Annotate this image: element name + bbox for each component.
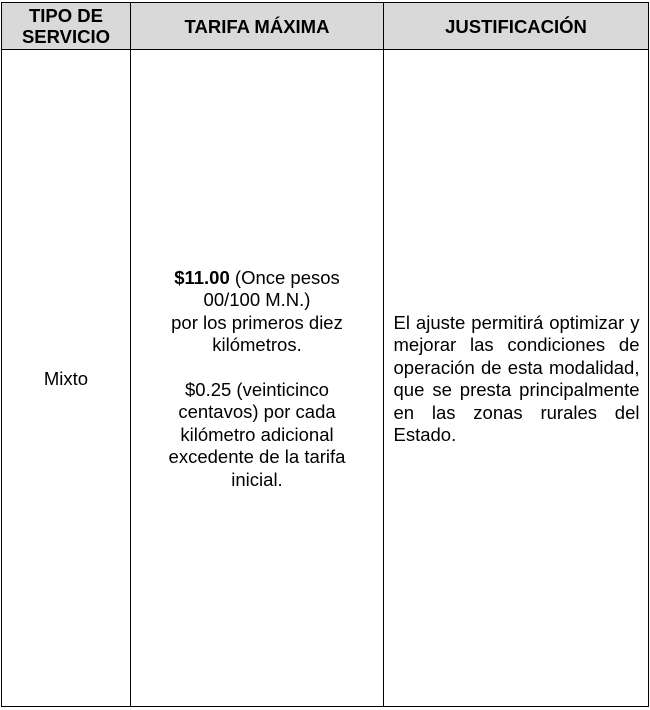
border-header-bottom xyxy=(1,49,649,50)
border-col2 xyxy=(383,2,384,707)
header-tarifa-maxima xyxy=(131,3,383,49)
header-tipo-servicio xyxy=(2,3,130,49)
border-col1 xyxy=(130,2,131,707)
tariff-table xyxy=(1,2,649,707)
cell-tipo xyxy=(2,51,130,707)
tarifa-line2: 00/100 M.N.) xyxy=(203,289,311,311)
tarifa-line5: $0.25 (veinticinco xyxy=(185,378,329,400)
cell-justificacion xyxy=(384,51,649,707)
tarifa-line6: centavos) por cada xyxy=(178,401,336,423)
border-left xyxy=(1,2,2,707)
border-top xyxy=(1,2,649,3)
tipo-value: Mixto xyxy=(43,368,89,389)
tarifa-line1-rest: (Once pesos xyxy=(229,266,340,288)
header-tipo-line2: SERVICIO xyxy=(21,26,111,47)
tarifa-line7: kilómetro adicional xyxy=(180,423,334,445)
tarifa-spacer xyxy=(169,357,346,379)
border-right xyxy=(648,2,649,707)
tarifa-line1 xyxy=(169,267,346,290)
tarifa-line4: kilómetros. xyxy=(212,334,302,356)
tarifa-text xyxy=(169,267,346,492)
header-justificacion-label: JUSTIFICACIÓN xyxy=(445,15,587,37)
justificacion-text: El ajuste permitirá optimizar y mejorar las condiciones de operación de esta modalidad, que se presta principalmente en las zonas rurales del Estado. xyxy=(393,311,640,445)
tarifa-line8: excedente de la tarifa xyxy=(168,446,346,468)
tarifa-line9: inicial. xyxy=(231,468,283,490)
tarifa-amount: $11.00 xyxy=(174,266,230,288)
header-tarifa-label: TARIFA MÁXIMA xyxy=(184,15,330,37)
border-bottom xyxy=(1,706,649,707)
cell-tarifa xyxy=(131,51,383,707)
header-justificacion xyxy=(384,3,648,49)
header-tipo-line1: TIPO DE xyxy=(28,5,103,26)
tarifa-line3: por los primeros diez xyxy=(171,311,343,333)
